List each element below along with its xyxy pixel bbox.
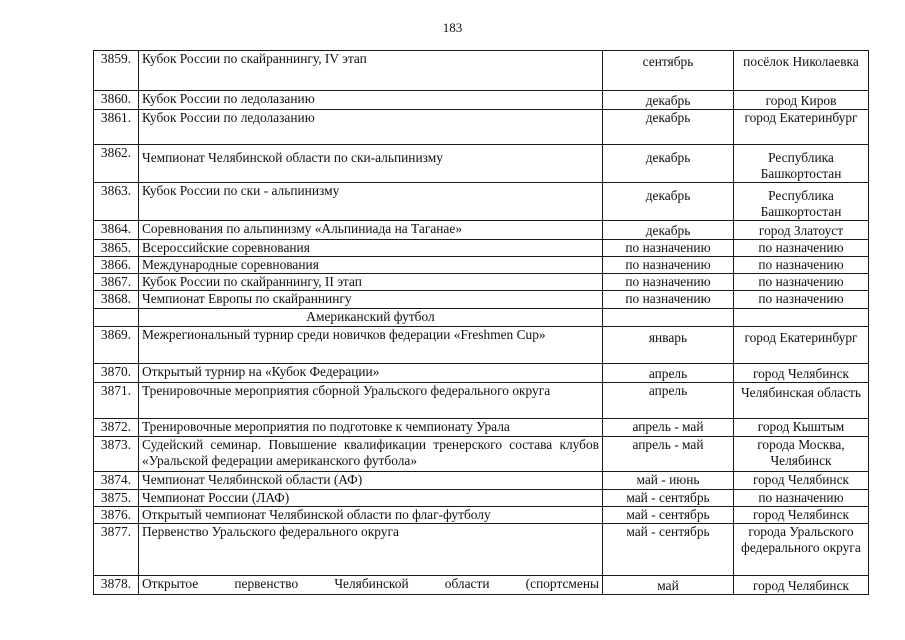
event-date: январь	[603, 327, 734, 364]
event-place: по назначению	[734, 257, 869, 274]
page-number: 183	[442, 20, 463, 35]
table-row	[94, 576, 869, 595]
event-date: по назначению	[603, 240, 734, 257]
table-row	[94, 437, 869, 472]
event-place: Республика Башкортостан	[734, 183, 869, 221]
row-number: 3876.	[94, 507, 139, 524]
event-place: по назначению	[734, 274, 869, 291]
table-row	[94, 327, 869, 364]
row-number: 3873.	[94, 437, 139, 472]
event-date: декабрь	[603, 221, 734, 240]
table-row	[94, 383, 869, 419]
event-date: май - сентябрь	[603, 490, 734, 507]
event-date: по назначению	[603, 257, 734, 274]
table-row	[94, 419, 869, 437]
table-row	[94, 221, 869, 240]
event-name: Судейский семинар. Повышение квалификации тренерского состава клубов «Уральской федерации американского футбола»	[139, 437, 603, 472]
event-date: декабрь	[603, 110, 734, 145]
table-row	[94, 145, 869, 183]
section-number-cell	[94, 309, 139, 327]
event-name: Кубок России по ледолазанию	[139, 110, 603, 145]
table-row	[94, 240, 869, 257]
event-name: Чемпионат Челябинской области по ски-альпинизму	[139, 145, 603, 183]
event-date: апрель	[603, 364, 734, 383]
event-name: Чемпионат Челябинской области (АФ)	[139, 472, 603, 490]
table-row	[94, 490, 869, 507]
row-number: 3866.	[94, 257, 139, 274]
event-place: город Челябинск	[734, 507, 869, 524]
event-place: город Киров	[734, 91, 869, 110]
event-name: Чемпионат Европы по скайраннингу	[139, 291, 603, 309]
row-number: 3862.	[94, 145, 139, 183]
row-number: 3859.	[94, 51, 139, 91]
event-name: Всероссийские соревнования	[139, 240, 603, 257]
event-name: Кубок России по скайраннингу, IV этап	[139, 51, 603, 91]
row-number: 3869.	[94, 327, 139, 364]
event-date: по назначению	[603, 274, 734, 291]
table-row	[94, 110, 869, 145]
event-date: декабрь	[603, 91, 734, 110]
row-number: 3861.	[94, 110, 139, 145]
event-place: города Москва, Челябинск	[734, 437, 869, 472]
event-date: май - июнь	[603, 472, 734, 490]
row-number: 3878.	[94, 576, 139, 595]
event-date: по назначению	[603, 291, 734, 309]
event-date: апрель	[603, 383, 734, 419]
row-number: 3863.	[94, 183, 139, 221]
event-place: по назначению	[734, 490, 869, 507]
events-table	[93, 50, 869, 595]
row-number: 3870.	[94, 364, 139, 383]
event-place: город Челябинск	[734, 576, 869, 595]
event-place: город Челябинск	[734, 472, 869, 490]
event-date: сентябрь	[603, 51, 734, 91]
event-name: Открытое первенство Челябинской области (спортсмены	[139, 576, 603, 595]
event-place: город Златоуст	[734, 221, 869, 240]
table-row	[94, 91, 869, 110]
event-date: май - сентябрь	[603, 524, 734, 576]
section-date-cell	[603, 309, 734, 327]
event-name: Открытый турнир на «Кубок Федерации»	[139, 364, 603, 383]
event-date: апрель - май	[603, 437, 734, 472]
row-number: 3860.	[94, 91, 139, 110]
table-row	[94, 472, 869, 490]
event-place: город Екатеринбург	[734, 110, 869, 145]
event-name: Кубок России по скайраннингу, II этап	[139, 274, 603, 291]
event-date: декабрь	[603, 183, 734, 221]
event-name: Тренировочные мероприятия сборной Уральского федерального округа	[139, 383, 603, 419]
row-number: 3868.	[94, 291, 139, 309]
event-name: Открытый чемпионат Челябинской области по флаг-футболу	[139, 507, 603, 524]
event-place: по назначению	[734, 291, 869, 309]
event-name: Соревнования по альпинизму «Альпиниада на Таганае»	[139, 221, 603, 240]
event-place: Республика Башкортостан	[734, 145, 869, 183]
event-place: посёлок Николаевка	[734, 51, 869, 91]
row-number: 3874.	[94, 472, 139, 490]
row-number: 3865.	[94, 240, 139, 257]
event-date: декабрь	[603, 145, 734, 183]
table-row	[94, 291, 869, 309]
row-number: 3871.	[94, 383, 139, 419]
event-name: Кубок России по ски - альпинизму	[139, 183, 603, 221]
event-date: апрель - май	[603, 419, 734, 437]
event-date: май	[603, 576, 734, 595]
event-place: по назначению	[734, 240, 869, 257]
event-name: Чемпионат России (ЛАФ)	[139, 490, 603, 507]
event-name: Тренировочные мероприятия по подготовке к чемпионату Урала	[139, 419, 603, 437]
event-place: город Челябинск	[734, 364, 869, 383]
event-name: Первенство Уральского федерального округа	[139, 524, 603, 576]
row-number: 3867.	[94, 274, 139, 291]
table-row	[94, 257, 869, 274]
event-place: города Уральского федерального округа	[734, 524, 869, 576]
event-place: город Екатеринбург	[734, 327, 869, 364]
event-place: Челябинская область	[734, 383, 869, 419]
event-name: Международные соревнования	[139, 257, 603, 274]
row-number: 3875.	[94, 490, 139, 507]
table-row	[94, 51, 869, 91]
section-place-cell	[734, 309, 869, 327]
section-title: Американский футбол	[139, 309, 603, 327]
table-row	[94, 364, 869, 383]
section-row	[94, 309, 869, 327]
table-row	[94, 524, 869, 576]
event-date: май - сентябрь	[603, 507, 734, 524]
row-number: 3864.	[94, 221, 139, 240]
table-row	[94, 183, 869, 221]
event-name: Кубок России по ледолазанию	[139, 91, 603, 110]
event-name: Межрегиональный турнир среди новичков федерации «Freshmen Cup»	[139, 327, 603, 364]
event-place: город Кыштым	[734, 419, 869, 437]
table-row	[94, 274, 869, 291]
row-number: 3872.	[94, 419, 139, 437]
table-row	[94, 507, 869, 524]
row-number: 3877.	[94, 524, 139, 576]
